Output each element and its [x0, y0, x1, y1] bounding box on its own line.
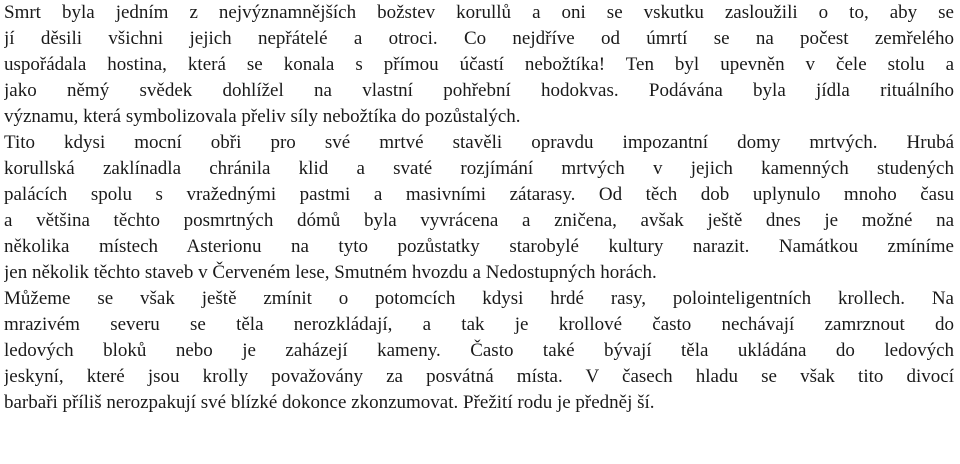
text-line: významu, která symbolizovala přeliv síly nebožtíka do pozůstalých. — [4, 106, 521, 127]
text-line: Tito kdysi mocní obři pro své mrtvé stavěli opravdu impozantní domy mrtvých. Hrubá — [4, 132, 954, 153]
text-line: jí děsili všichni jejich nepřátelé a otroci. Co nejdříve od úmrtí se na počest zemřelého — [4, 28, 954, 49]
text-line: korullská zaklínadla chránila klid a svaté rozjímání mrtvých v jejich kamenných studených — [4, 158, 954, 179]
text-line: Smrt byla jedním z nejvýznamnějších božstev korullů a oni se vskutku zasloužili o to, aby se — [4, 2, 954, 23]
text-line: a většina těchto posmrtných dómů byla vyvrácena a zničena, avšak ještě dnes je možné na — [4, 210, 954, 231]
text-line: uspořádala hostina, která se konala s přímou účastí nebožtíka! Ten byl upevněn v čele stolu a — [4, 54, 954, 75]
text-line: jen několik těchto staveb v Červeném lese, Smutném hvozdu a Nedostupných horách. — [4, 262, 657, 283]
text-line: barbaři příliš nerozpakují své blízké dokonce zkonzumovat. Přežití rodu je předněj ší. — [4, 392, 655, 413]
text-line: ledových bloků nebo je zaházejí kameny. Často také bývají těla ukládána do ledových — [4, 340, 954, 361]
text-line: jeskyní, které jsou krolly považovány za posvátná místa. V časech hladu se však tito divocí — [4, 366, 954, 387]
text-line: Můžeme se však ještě zmínit o potomcích kdysi hrdé rasy, polointeligentních krollech. Na — [4, 288, 954, 309]
text-line: jako němý svědek dohlížel na vlastní pohřební hodokvas. Podávána byla jídla rituálního — [4, 80, 954, 101]
text-line: palácích spolu s vražednými pastmi a masivními zátarasy. Od těch dob uplynulo mnoho času — [4, 184, 954, 205]
text-line: několika místech Asterionu na tyto pozůstatky starobylé kultury narazit. Namátkou zmíníme — [4, 236, 954, 257]
text-line: mrazivém severu se těla nerozkládají, a tak je krollové často nechávají zamrznout do — [4, 314, 954, 335]
